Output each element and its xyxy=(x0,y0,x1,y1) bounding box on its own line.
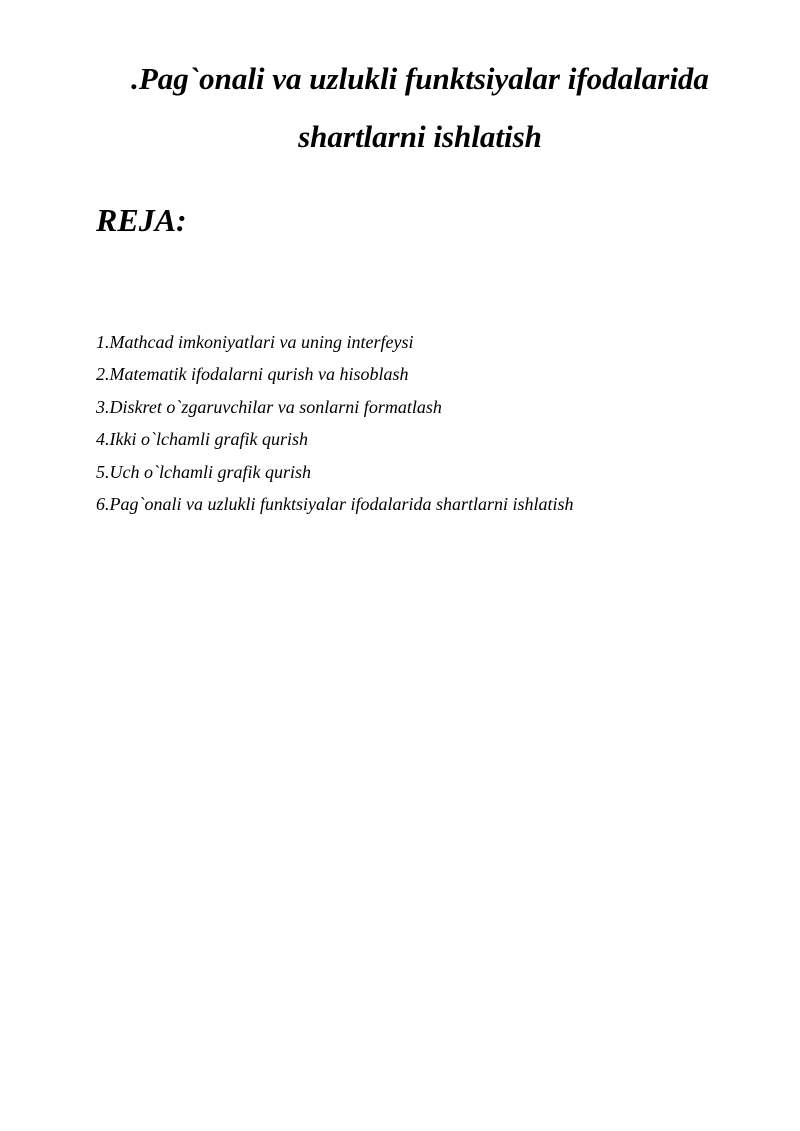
plan-item-2: 2.Matematik ifodalarni qurish va hisoblash xyxy=(96,364,409,385)
document-title xyxy=(60,50,780,166)
plan-item-6: 6.Pag`onali va uzlukli funktsiyalar ifodalarida shartlarni ishlatish xyxy=(96,494,574,515)
title-line-1: .Pag`onali va uzlukli funktsiyalar ifodalarida xyxy=(131,61,709,96)
plan-list xyxy=(96,326,574,520)
plan-item-3: 3.Diskret o`zgaruvchilar va sonlarni formatlash xyxy=(96,396,442,417)
plan-item-5: 5.Uch o`lchamli grafik qurish xyxy=(96,461,311,482)
plan-item-4: 4.Ikki o`lchamli grafik qurish xyxy=(96,429,308,450)
title-line-2: shartlarni ishlatish xyxy=(298,119,542,154)
plan-item-1: 1.Mathcad imkoniyatlari va uning interfeysi xyxy=(96,332,414,352)
section-heading: REJA: xyxy=(96,202,187,238)
